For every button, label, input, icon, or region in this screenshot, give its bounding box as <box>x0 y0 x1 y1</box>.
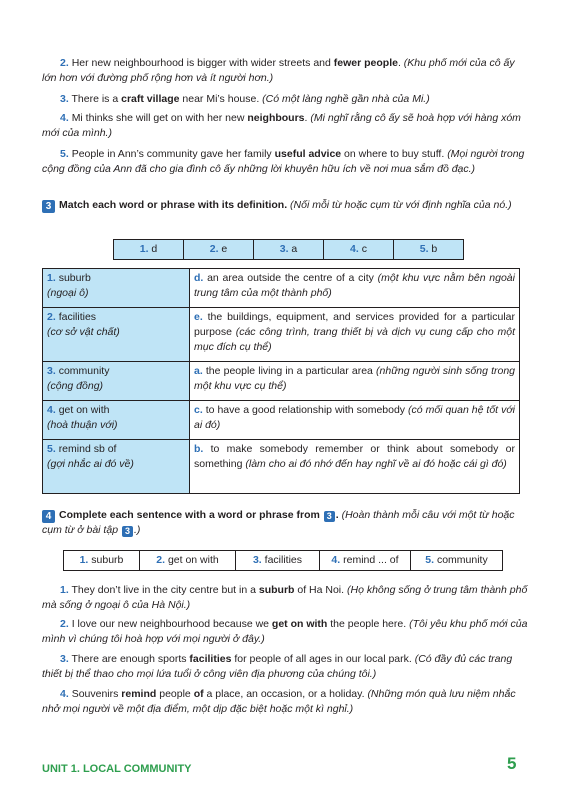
ex4-heading: 4 Complete each sentence with a word or phrase from 3 . (Hoàn thành mỗi câu với một từ hoặc cụm từ ở bài tập 3 .) <box>42 509 515 536</box>
ex3-matching-table <box>42 268 520 494</box>
ex2-item-2: 2. Her new neighbourhood is bigger with wider streets and fewer people. (Khu phố mới của cô ấy lớn hơn với đường phố rộng hơn và ít người hơn.) <box>42 57 515 84</box>
word-box-cell: 3. facilities <box>236 551 320 570</box>
unit-footer-title: UNIT 1. LOCAL COMMUNITY <box>42 763 192 775</box>
table-row <box>43 401 520 440</box>
table-row <box>43 269 520 308</box>
word-box-cell: 2. get on with <box>140 551 236 570</box>
ex2-item-4: 4. Mi thinks she will get on with her new neighbours. (Mi nghĩ rằng cô ấy sẽ hoà hợp với hàng xóm mới của mình.) <box>42 112 521 139</box>
definition-cell: e. the buildings, equipment, and services provided for a particular purpose (các công trình, trang thiết bị và dịch vụ cung cấp cho một mục đích cụ thể) <box>190 308 520 362</box>
ex4-sentence-4: 4. Souvenirs remind people of a place, an occasion, or a holiday. (Những món quà lưu niệm nhắc nhở mọi người về một địa điểm, một dịp đặc biệt hoặc một kì nghỉ.) <box>42 688 516 715</box>
term-cell: 3. community (cộng đồng) <box>43 362 190 401</box>
ex4-word-box <box>63 550 503 571</box>
exercise-ref-badge: 3 <box>122 526 133 537</box>
ex2-item-5: 5. People in Ann’s community gave her family useful advice on where to buy stuff. (Mọi người trong cộng đồng của Ann đã cho gia đình cô ấy những lời khuyên hữu ích về nơi mua sắm đồ đạc.) <box>42 148 525 175</box>
word-box-cell: 1. suburb <box>64 551 140 570</box>
exercise-ref-badge: 3 <box>324 511 335 522</box>
ex4-sentence-3: 3. There are enough sports facilities for people of all ages in our local park. (Có đầy đủ các trang thiết bị thể thao cho mọi lứa tuổi ở công viên địa phương của chúng tôi.) <box>42 653 513 680</box>
term-cell: 2. facilities (cơ sở vật chất) <box>43 308 190 362</box>
ex3-badge: 3 <box>42 200 55 213</box>
definition-cell: c. to have a good relationship with somebody (có mối quan hệ tốt với ai đó) <box>190 401 520 440</box>
word-box-cell: 5. community <box>425 554 488 566</box>
word-box-cell: 4. remind ... of <box>320 551 411 570</box>
term-cell: 1. suburb (ngoại ô) <box>43 269 190 308</box>
answer-key-cell: 5. b <box>394 240 463 259</box>
answer-key-cell: 3. a <box>254 240 324 259</box>
page-number: 5 <box>507 754 517 773</box>
ex2-item-3: 3. There is a craft village near Mi’s house. (Có một làng nghề gần nhà của Mi.) <box>60 93 430 105</box>
ex4-sentence-1: 1. They don’t live in the city centre but in a suburb of Ha Noi. (Họ không sống ở trung tâm thành phố mà sống ở ngoại ô của Hà Nội.) <box>42 584 528 611</box>
term-cell: 4. get on with (hoà thuận với) <box>43 401 190 440</box>
table-row <box>43 440 520 494</box>
answer-key-cell: 1. d <box>114 240 184 259</box>
definition-cell: a. the people living in a particular area (những người sinh sống trong một khu vực cụ thể) <box>190 362 520 401</box>
answer-key-cell: 4. c <box>324 240 394 259</box>
ex4-badge: 4 <box>42 510 55 523</box>
ex3-heading: 3 Match each word or phrase with its definition. (Nối mỗi từ hoặc cụm từ với định nghĩa của nó.) <box>42 198 530 213</box>
answer-key-cell: 2. e <box>184 240 254 259</box>
term-cell: 5. remind sb of (gợi nhắc ai đó về) <box>43 440 190 494</box>
ex3-answer-key <box>113 239 464 260</box>
definition-cell: d. an area outside the centre of a city (một khu vực nằm bên ngoài trung tâm của một thành phố) <box>190 269 520 308</box>
definition-cell: b. to make somebody remember or think about somebody or something (làm cho ai đó nhớ đến hay nghĩ về ai đó hoặc cái gì đó) <box>190 440 520 494</box>
ex4-sentence-2: 2. I love our new neighbourhood because we get on with the people here. (Tôi yêu khu phố mới của mình vì chúng tôi hoà hợp với mọi người ở đây.) <box>42 618 528 645</box>
table-row <box>43 308 520 362</box>
table-row <box>43 362 520 401</box>
